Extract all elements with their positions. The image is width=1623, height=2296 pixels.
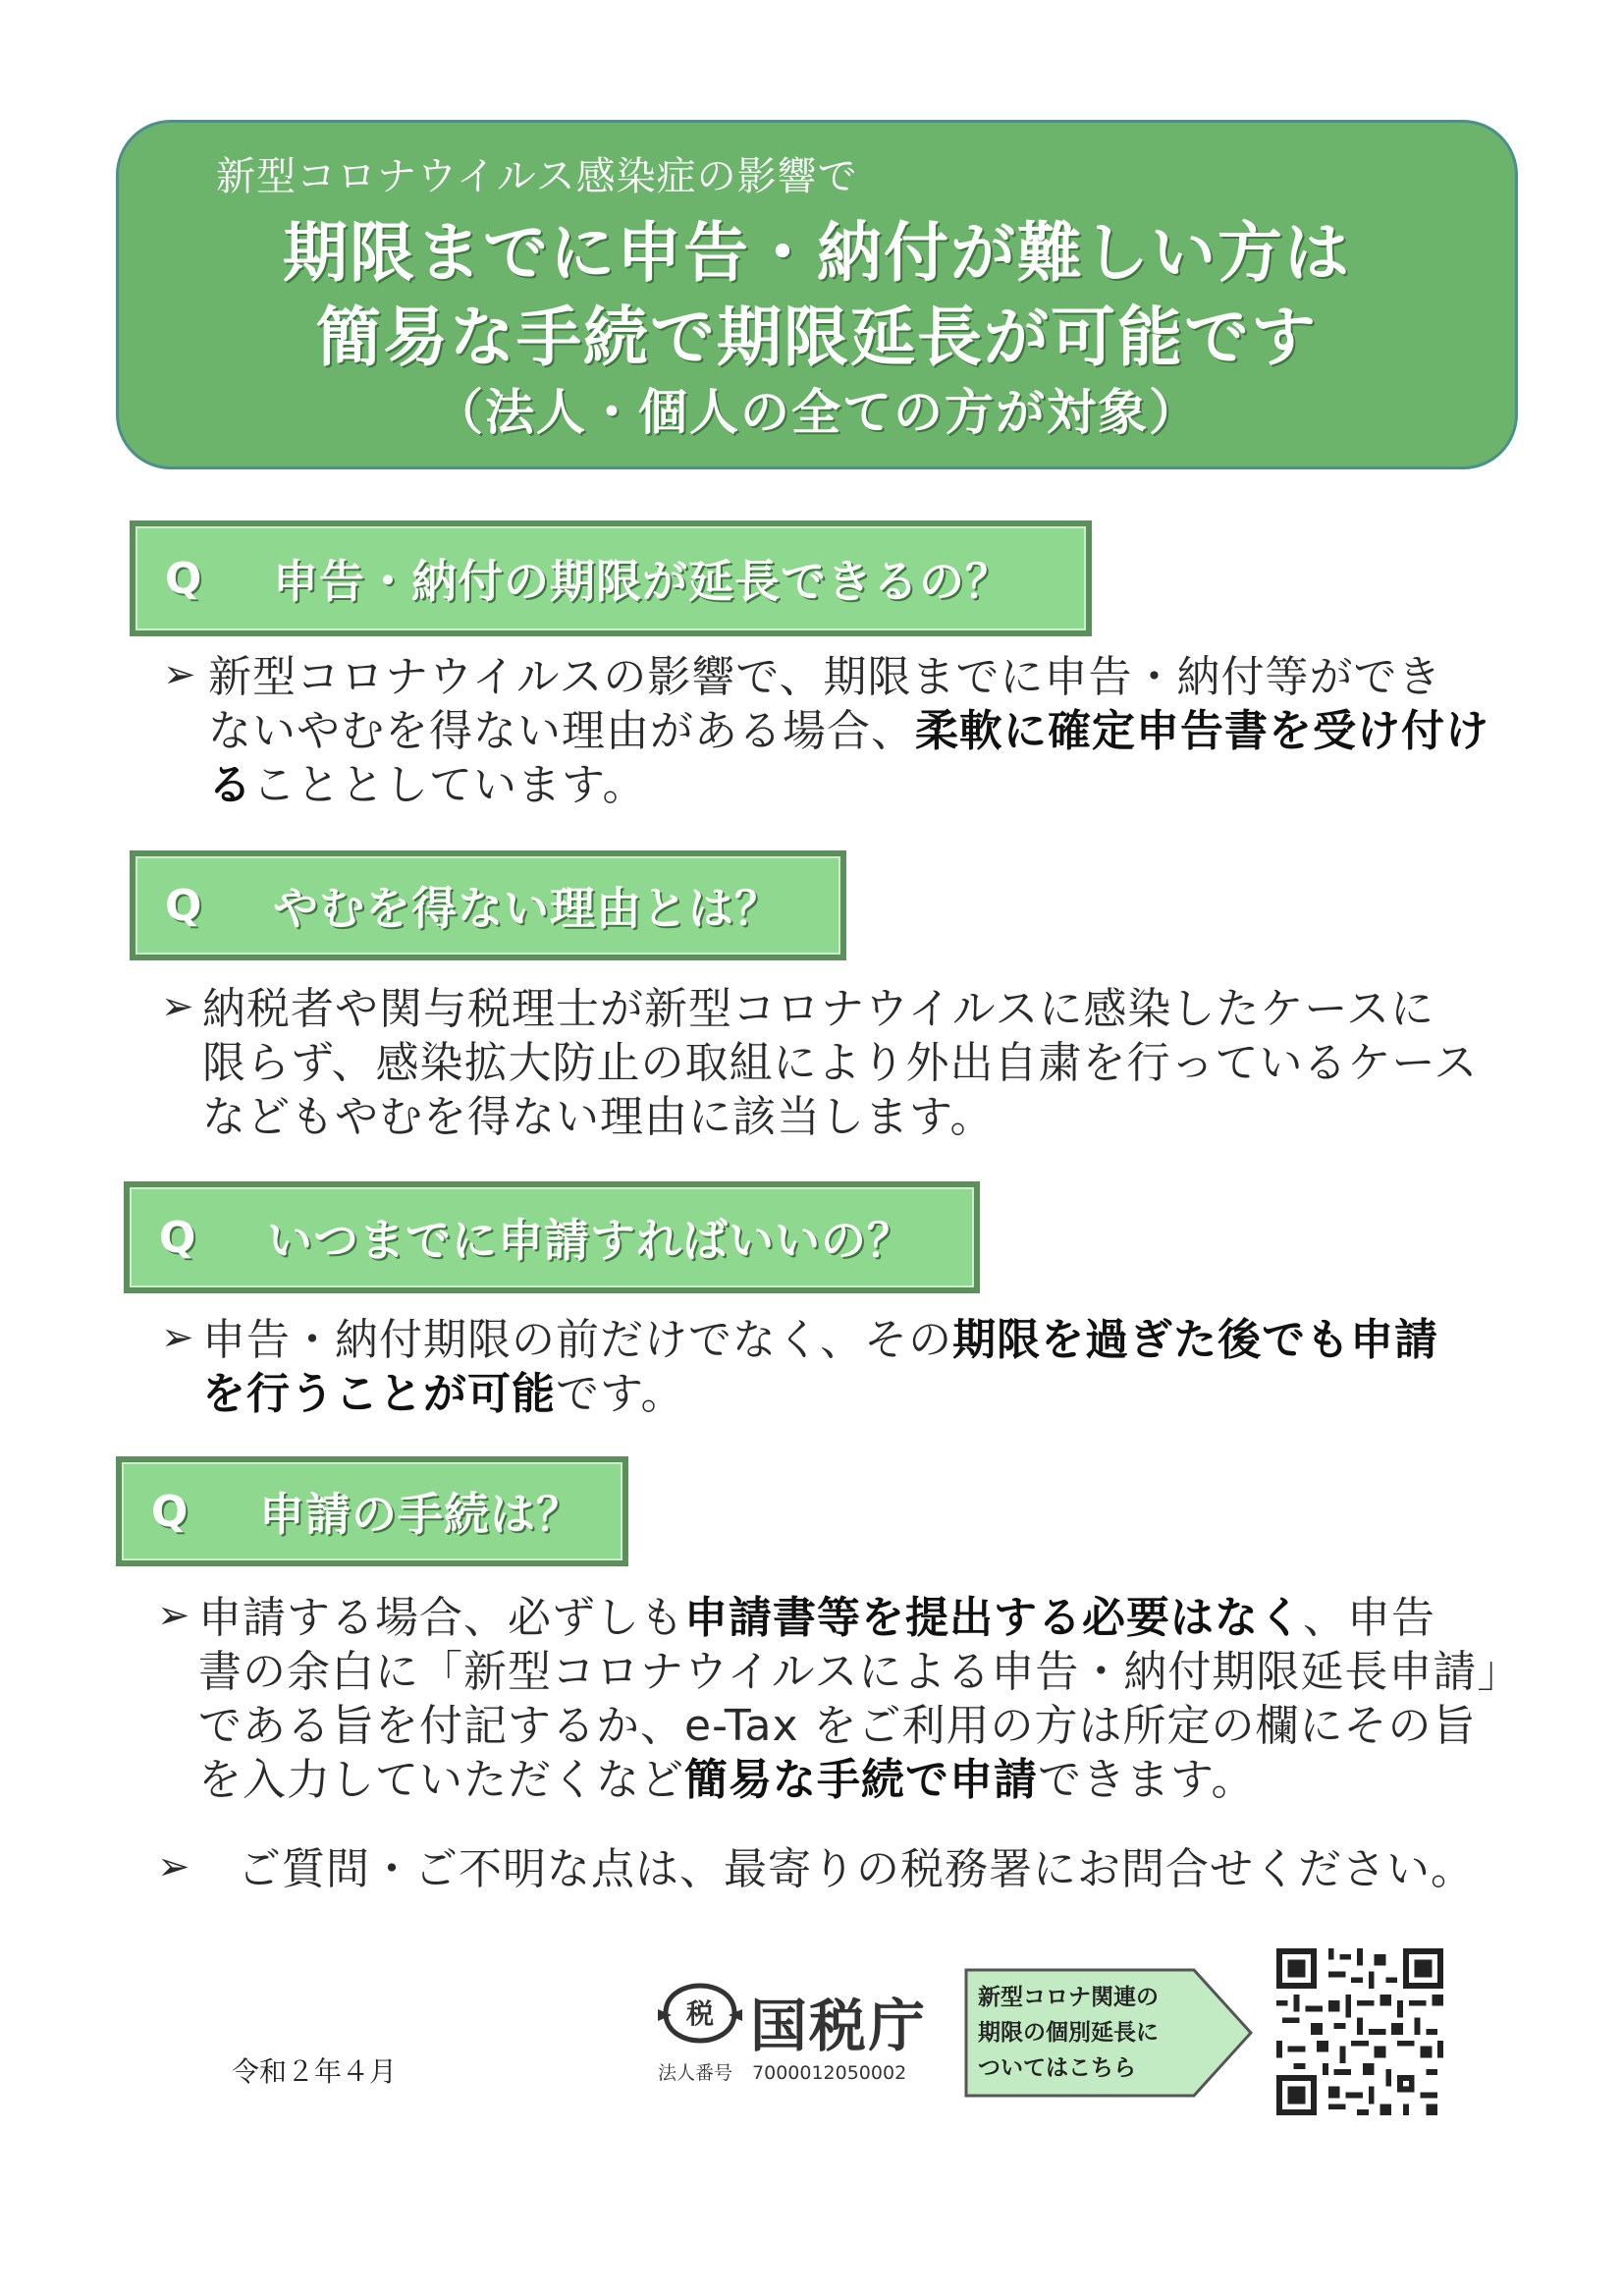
svg-text:税: 税 <box>685 1997 715 2030</box>
answer-line: 書の余白に「新型コロナウイルスによる申告・納付期限延長申請」 <box>198 1647 1522 1697</box>
banner-title-line3: （法人・個人の全ての方が対象） <box>434 384 1200 441</box>
q-mark: Q <box>165 553 202 604</box>
bullet-arrow-icon: ➢ <box>157 1844 190 1889</box>
answer-line: を行うことが可能です。 <box>202 1369 685 1419</box>
answer-line: 申請する場合、必ずしも申請書等を提出する必要はなく、申告 <box>198 1593 1435 1643</box>
bullet-arrow-icon: ➢ <box>157 1593 190 1638</box>
answer-line: である旨を付記するか、e-Tax をご利用の方は所定の欄にその旨 <box>198 1701 1477 1751</box>
answer-2 <box>202 982 1479 1144</box>
corporate-number: 法人番号 7000012050002 <box>658 2062 907 2084</box>
question-box-1 <box>130 520 1092 636</box>
question-box-2 <box>130 850 846 960</box>
bullet-arrow-icon: ➢ <box>161 1315 194 1360</box>
q-mark: Q <box>165 880 202 931</box>
question-title: 申請の手続は？ <box>259 1488 582 1541</box>
answer-line: 申告・納付期限の前だけでなく、その期限を過ぎた後でも申請 <box>202 1315 1439 1365</box>
question-box-4 <box>116 1456 628 1566</box>
answer-line: などもやむを得ない理由に該当します。 <box>202 1092 995 1142</box>
closing-note: ご質問・ご不明な点は、最寄りの税務署にお問合せください。 <box>238 1844 1475 1894</box>
bullet-arrow-icon: ➢ <box>163 652 196 697</box>
question-title: 申告・納付の期限が延長できるの？ <box>273 555 1011 608</box>
bullet-arrow-icon: ➢ <box>161 984 194 1029</box>
issue-date: 令和２年４月 <box>232 2055 398 2088</box>
nta-logo-icon <box>656 1980 744 2047</box>
qr-code-icon[interactable] <box>1276 1948 1443 2115</box>
callout-text[interactable]: 新型コロナ関連の 期限の個別延長に ついてはこちら <box>978 1985 1159 2081</box>
question-title: いつまでに申請すればいいの？ <box>267 1214 913 1267</box>
banner-title-line2: 簡易な手続で期限延長が可能です <box>316 300 1318 375</box>
answer-4 <box>198 1591 1522 1807</box>
q-mark: Q <box>159 1212 196 1263</box>
question-box-3 <box>124 1181 980 1293</box>
q-mark: Q <box>151 1486 189 1537</box>
agency-name: 国税庁 <box>750 1993 928 2059</box>
answer-line: 納税者や関与税理士が新型コロナウイルスに感染したケースに <box>202 984 1435 1034</box>
answer-line: 新型コロナウイルスの影響で、期限までに申告・納付等ができ <box>208 652 1442 702</box>
answer-1 <box>208 650 1489 812</box>
banner-title-line1: 期限までに申告・納付が難しい方は <box>283 215 1351 291</box>
banner-subtitle: 新型コロナウイルス感染症の影響で <box>216 154 858 199</box>
answer-line: を入力していただくなど簡易な手続で申請できます。 <box>198 1755 1256 1805</box>
answer-line: ることとしています。 <box>208 760 647 810</box>
question-title: やむを得ない理由とは？ <box>273 882 781 935</box>
answer-line: ないやむを得ない理由がある場合、柔軟に確定申告書を受け付け <box>208 706 1489 756</box>
answer-3 <box>202 1313 1479 1421</box>
answer-line: 限らず、感染拡大防止の取組により外出自粛を行っているケース <box>202 1038 1479 1088</box>
